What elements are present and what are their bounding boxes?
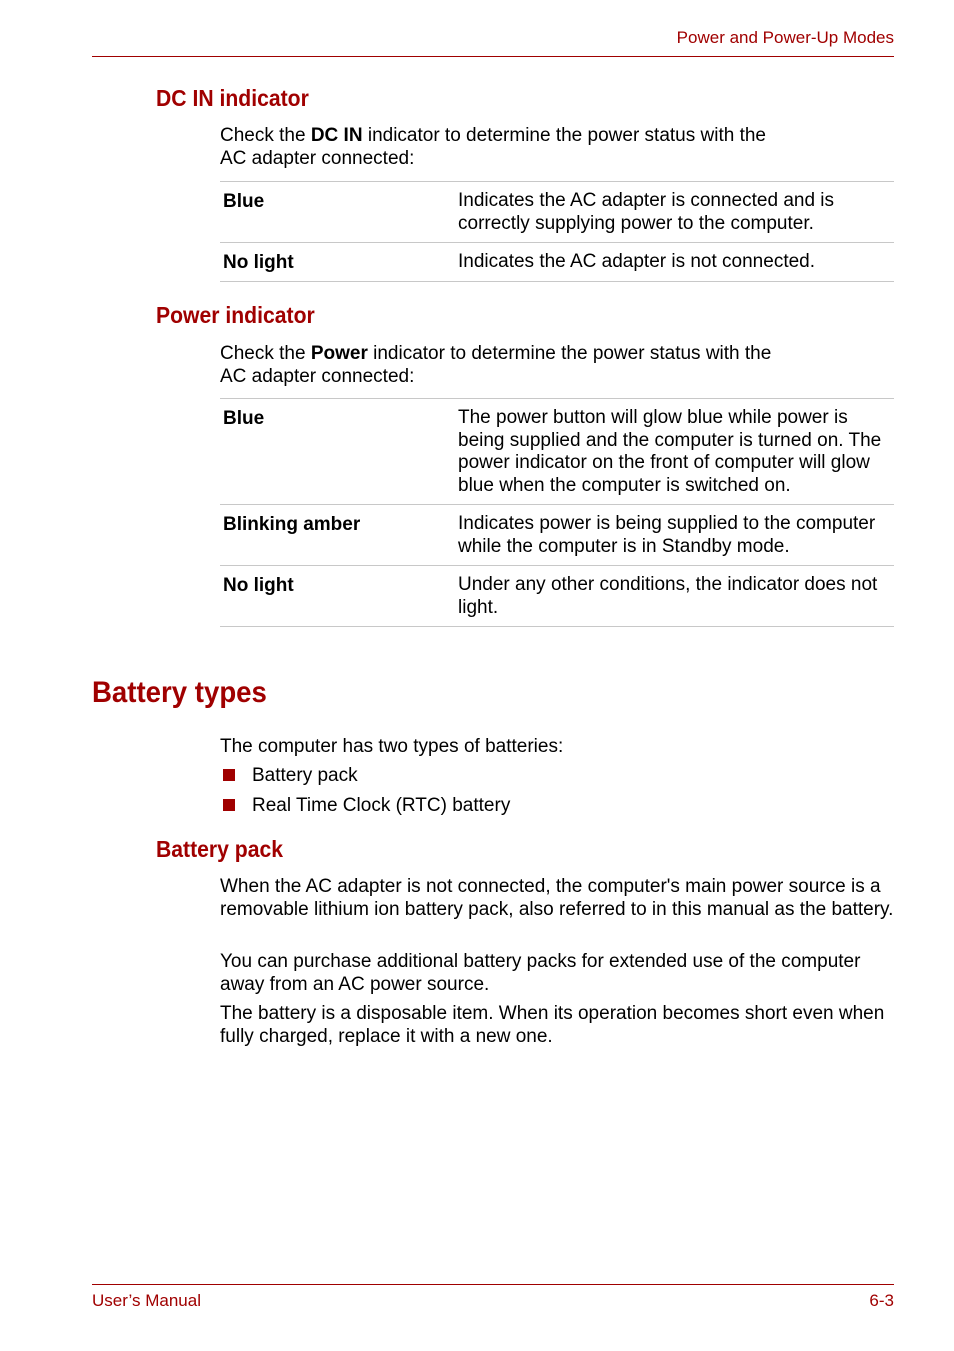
battery-pack-paragraph: When the AC adapter is not connected, the computer's main power source is a removable lithium ion battery pack, also referred to in this manual as the battery. — [220, 876, 894, 920]
dc-in-intro: Check the DC IN indicator to determine the power status with the AC adapter connected: — [220, 125, 766, 169]
list-item-label: Real Time Clock (RTC) battery — [252, 795, 511, 816]
dc-in-table — [220, 181, 894, 282]
footer-rule — [92, 1284, 894, 1285]
power-heading: Power indicator — [156, 302, 315, 328]
power-intro: Check the Power indicator to determine the power status with the AC adapter connected: — [220, 343, 772, 387]
battery-types-heading: Battery types — [92, 676, 267, 709]
row-term: No light — [223, 575, 294, 596]
table-row — [220, 182, 894, 243]
row-term: No light — [223, 252, 294, 273]
table-row — [220, 505, 894, 566]
square-bullet-icon — [223, 799, 235, 811]
battery-pack-paragraph: The battery is a disposable item. When its operation becomes short even when fully charged, replace it with a new one. — [220, 1003, 885, 1047]
table-row — [220, 566, 894, 627]
table-row — [220, 243, 894, 282]
battery-types-intro: The computer has two types of batteries: — [220, 736, 564, 757]
row-term: Blue — [223, 191, 265, 212]
dc-in-heading: DC IN indicator — [156, 85, 309, 111]
table-row — [220, 399, 894, 505]
footer-manual-title: User’s Manual — [92, 1291, 201, 1310]
square-bullet-icon — [223, 769, 235, 781]
battery-pack-heading: Battery pack — [156, 836, 284, 862]
row-description: Indicates the AC adapter is connected and is correctly supplying power to the computer. — [458, 190, 835, 234]
header-rule — [92, 56, 894, 57]
running-header: Power and Power-Up Modes — [676, 28, 894, 47]
page-number: 6-3 — [869, 1291, 894, 1310]
row-description: Indicates the AC adapter is not connected. — [458, 251, 816, 272]
row-term: Blue — [223, 408, 265, 429]
row-description: Indicates power is being supplied to the computer while the computer is in Standby mode. — [458, 513, 876, 557]
list-item-label: Battery pack — [252, 765, 358, 786]
power-table — [220, 398, 894, 627]
row-term: Blinking amber — [223, 514, 361, 535]
battery-pack-paragraph: You can purchase additional battery packs for extended use of the computer away from an AC power source. — [220, 951, 861, 995]
row-description: Under any other conditions, the indicator does not light. — [458, 574, 878, 618]
row-description: The power button will glow blue while power is being supplied and the computer is turned on. The power indicator on the front of computer will glow blue when the computer is switched on. — [458, 407, 882, 496]
